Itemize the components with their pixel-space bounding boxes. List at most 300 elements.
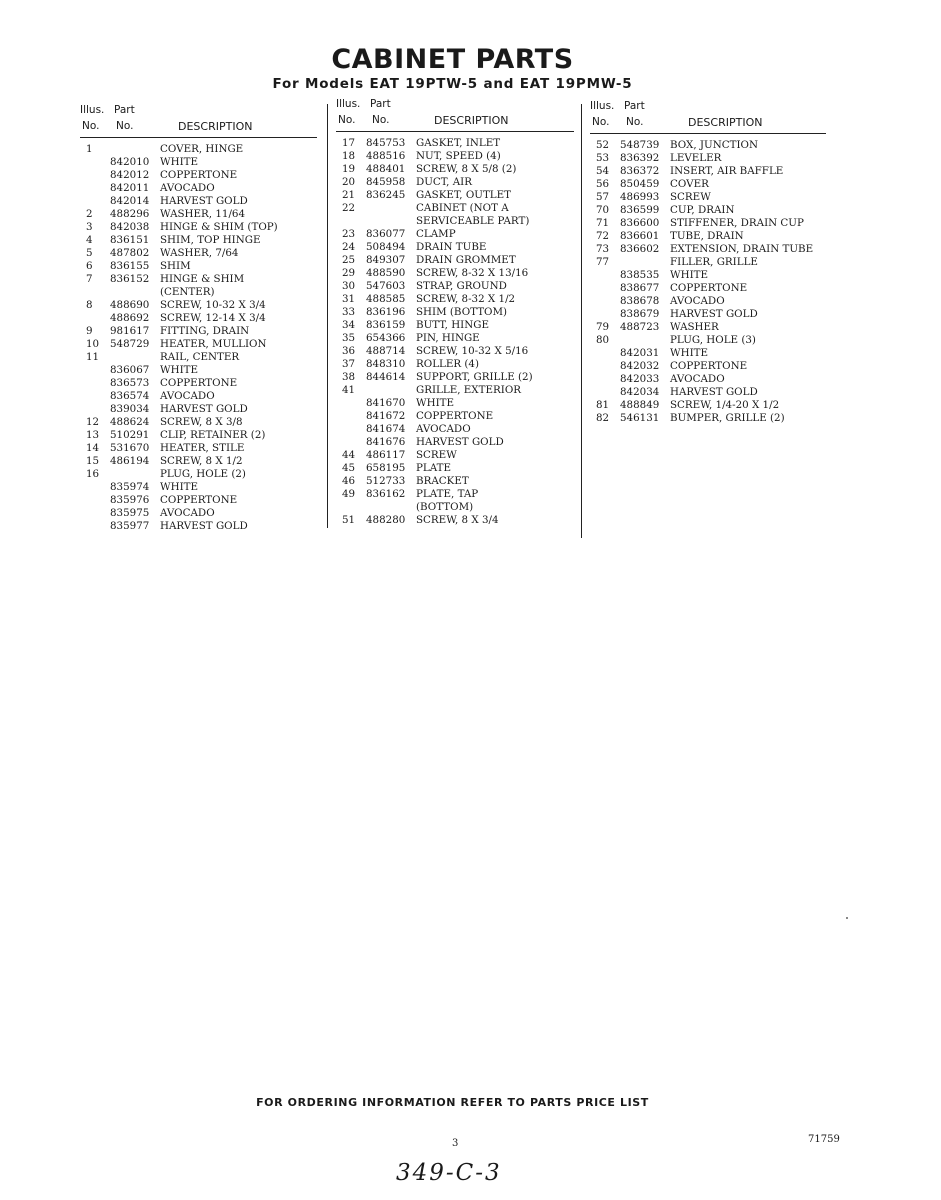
part-description: HARVEST GOLD bbox=[416, 436, 504, 448]
part-description: COPPERTONE bbox=[670, 282, 748, 294]
column-header bbox=[336, 98, 574, 128]
column-header bbox=[590, 100, 826, 130]
part-number: 835976 bbox=[110, 494, 150, 506]
illus-number: 73 bbox=[596, 243, 610, 255]
part-description: SERVICEABLE PART) bbox=[416, 215, 530, 227]
part-row bbox=[590, 152, 826, 165]
part-description: CLAMP bbox=[416, 228, 456, 240]
part-row bbox=[590, 178, 826, 191]
column-header bbox=[80, 104, 317, 134]
part-number: 838679 bbox=[620, 308, 660, 320]
part-description: WHITE bbox=[670, 347, 709, 359]
scan-speck bbox=[846, 917, 848, 919]
header-illus: Illus. bbox=[336, 98, 361, 110]
part-row bbox=[80, 338, 317, 351]
part-row bbox=[80, 247, 317, 260]
part-number: 488692 bbox=[110, 312, 150, 324]
part-description: HARVEST GOLD bbox=[670, 386, 758, 398]
part-row bbox=[590, 204, 826, 217]
part-row bbox=[336, 345, 574, 358]
illus-number: 33 bbox=[342, 306, 356, 318]
part-number: 546131 bbox=[620, 412, 660, 424]
part-number: 842012 bbox=[110, 169, 150, 181]
part-row bbox=[590, 386, 826, 399]
illus-number: 23 bbox=[342, 228, 356, 240]
part-row bbox=[80, 182, 317, 195]
part-description: SCREW, 8 X 3/8 bbox=[160, 416, 243, 428]
part-row bbox=[590, 256, 826, 269]
part-description: WHITE bbox=[160, 364, 199, 376]
part-row bbox=[336, 449, 574, 462]
illus-number: 4 bbox=[86, 234, 93, 246]
illus-number: 70 bbox=[596, 204, 610, 216]
part-number: 836067 bbox=[110, 364, 150, 376]
part-description: SCREW bbox=[416, 449, 457, 461]
part-row bbox=[336, 189, 574, 202]
part-number: 486194 bbox=[110, 455, 150, 467]
part-number: 841676 bbox=[366, 436, 406, 448]
part-number: 841670 bbox=[366, 397, 406, 409]
part-description: PLUG, HOLE (2) bbox=[160, 468, 246, 480]
illus-number: 1 bbox=[86, 143, 93, 155]
part-description: WHITE bbox=[670, 269, 709, 281]
part-number: 842038 bbox=[110, 221, 150, 233]
part-row bbox=[590, 139, 826, 152]
part-description: SCREW, 12-14 X 3/4 bbox=[160, 312, 266, 324]
part-number: 836151 bbox=[110, 234, 150, 246]
part-number: 845753 bbox=[366, 137, 406, 149]
part-number: 836159 bbox=[366, 319, 406, 331]
part-row bbox=[336, 410, 574, 423]
part-number: 531670 bbox=[110, 442, 150, 454]
part-description: SCREW bbox=[670, 191, 711, 203]
illus-number: 7 bbox=[86, 273, 93, 285]
parts-column-2 bbox=[336, 98, 574, 527]
illus-number: 19 bbox=[342, 163, 356, 175]
part-row bbox=[336, 267, 574, 280]
part-description: SCREW, 8-32 X 13/16 bbox=[416, 267, 529, 279]
illus-number: 51 bbox=[342, 514, 356, 526]
illus-number: 10 bbox=[86, 338, 100, 350]
part-row bbox=[590, 243, 826, 256]
parts-list bbox=[80, 143, 317, 533]
part-row bbox=[336, 163, 574, 176]
header-rule bbox=[80, 137, 317, 138]
part-description: HARVEST GOLD bbox=[160, 195, 248, 207]
illus-number: 80 bbox=[596, 334, 610, 346]
part-row bbox=[336, 488, 574, 501]
header-part-no: No. bbox=[116, 120, 134, 132]
part-row bbox=[336, 176, 574, 189]
part-row bbox=[80, 208, 317, 221]
part-number: 548729 bbox=[110, 338, 150, 350]
part-description: WHITE bbox=[416, 397, 455, 409]
part-description: INSERT, AIR BAFFLE bbox=[670, 165, 784, 177]
part-row bbox=[336, 462, 574, 475]
part-description: TUBE, DRAIN bbox=[670, 230, 744, 242]
part-number: 836077 bbox=[366, 228, 406, 240]
part-row bbox=[336, 384, 574, 397]
part-row bbox=[590, 230, 826, 243]
part-row bbox=[80, 273, 317, 286]
part-description: HEATER, STILE bbox=[160, 442, 245, 454]
part-number: 488516 bbox=[366, 150, 406, 162]
illus-number: 54 bbox=[596, 165, 610, 177]
part-row bbox=[590, 334, 826, 347]
part-number: 836599 bbox=[620, 204, 660, 216]
illus-number: 35 bbox=[342, 332, 356, 344]
part-description: ROLLER (4) bbox=[416, 358, 479, 370]
illus-number: 44 bbox=[342, 449, 356, 461]
part-number: 488849 bbox=[620, 399, 660, 411]
part-number: 488590 bbox=[366, 267, 406, 279]
part-row bbox=[80, 416, 317, 429]
part-row bbox=[80, 455, 317, 468]
part-number: 849307 bbox=[366, 254, 406, 266]
header-part-no: No. bbox=[372, 114, 390, 126]
part-number: 508494 bbox=[366, 241, 406, 253]
part-description: DRAIN TUBE bbox=[416, 241, 487, 253]
illus-number: 30 bbox=[342, 280, 356, 292]
header-part: Part bbox=[624, 100, 645, 112]
part-description: WASHER bbox=[670, 321, 719, 333]
part-description: CLIP, RETAINER (2) bbox=[160, 429, 266, 441]
part-description: BOX, JUNCTION bbox=[670, 139, 758, 151]
part-description: BRACKET bbox=[416, 475, 469, 487]
part-description: GRILLE, EXTERIOR bbox=[416, 384, 522, 396]
part-number: 842033 bbox=[620, 373, 660, 385]
part-number: 842034 bbox=[620, 386, 660, 398]
part-row bbox=[336, 423, 574, 436]
part-row bbox=[80, 494, 317, 507]
part-row bbox=[336, 228, 574, 241]
part-row bbox=[80, 260, 317, 273]
part-row bbox=[336, 306, 574, 319]
part-number: 836573 bbox=[110, 377, 150, 389]
part-row bbox=[590, 165, 826, 178]
part-row bbox=[336, 436, 574, 449]
part-row bbox=[590, 360, 826, 373]
part-row bbox=[80, 520, 317, 533]
header-part: Part bbox=[114, 104, 135, 116]
part-row bbox=[590, 412, 826, 425]
part-number: 654366 bbox=[366, 332, 406, 344]
parts-list bbox=[336, 137, 574, 527]
header-description: DESCRIPTION bbox=[434, 114, 509, 127]
part-row bbox=[80, 195, 317, 208]
header-part: Part bbox=[370, 98, 391, 110]
part-description: AVOCADO bbox=[160, 390, 215, 402]
illus-number: 15 bbox=[86, 455, 100, 467]
part-row bbox=[336, 514, 574, 527]
part-number: 487802 bbox=[110, 247, 150, 259]
part-number: 836245 bbox=[366, 189, 406, 201]
part-row bbox=[590, 399, 826, 412]
column-divider bbox=[327, 104, 328, 528]
part-description: SCREW, 8 X 3/4 bbox=[416, 514, 499, 526]
part-description: HINGE & SHIM bbox=[160, 273, 245, 285]
header-illus: Illus. bbox=[590, 100, 615, 112]
part-number: 836196 bbox=[366, 306, 406, 318]
part-description: HINGE & SHIM (TOP) bbox=[160, 221, 278, 233]
parts-column-1 bbox=[80, 104, 317, 533]
illus-number: 18 bbox=[342, 150, 356, 162]
part-description: PIN, HINGE bbox=[416, 332, 480, 344]
part-row bbox=[336, 254, 574, 267]
illus-number: 8 bbox=[86, 299, 93, 311]
part-description: COPPERTONE bbox=[416, 410, 494, 422]
illus-number: 29 bbox=[342, 267, 356, 279]
illus-number: 38 bbox=[342, 371, 356, 383]
part-description: FILLER, GRILLE bbox=[670, 256, 758, 268]
illus-number: 2 bbox=[86, 208, 93, 220]
header-description: DESCRIPTION bbox=[688, 116, 763, 129]
part-number: 835974 bbox=[110, 481, 150, 493]
illus-number: 45 bbox=[342, 462, 356, 474]
part-row bbox=[590, 295, 826, 308]
illus-number: 16 bbox=[86, 468, 100, 480]
part-number: 548739 bbox=[620, 139, 660, 151]
part-number: 836162 bbox=[366, 488, 406, 500]
header-rule bbox=[590, 133, 826, 134]
part-description: WHITE bbox=[160, 156, 199, 168]
header-part-no: No. bbox=[626, 116, 644, 128]
part-description: COPPERTONE bbox=[160, 169, 238, 181]
part-row bbox=[80, 468, 317, 481]
part-row bbox=[336, 150, 574, 163]
illus-number: 71 bbox=[596, 217, 610, 229]
part-number: 486993 bbox=[620, 191, 660, 203]
part-description: COPPERTONE bbox=[160, 377, 238, 389]
illus-number: 77 bbox=[596, 256, 610, 268]
part-number: 841674 bbox=[366, 423, 406, 435]
part-row bbox=[80, 221, 317, 234]
illus-number: 37 bbox=[342, 358, 356, 370]
part-number: 848310 bbox=[366, 358, 406, 370]
header-illus-no: No. bbox=[592, 116, 610, 128]
part-number: 842014 bbox=[110, 195, 150, 207]
part-description: HARVEST GOLD bbox=[160, 403, 248, 415]
part-row bbox=[80, 364, 317, 377]
part-number: 488585 bbox=[366, 293, 406, 305]
part-row bbox=[336, 319, 574, 332]
parts-list bbox=[590, 139, 826, 425]
part-row bbox=[80, 507, 317, 520]
part-number: 488280 bbox=[366, 514, 406, 526]
header-illus-no: No. bbox=[338, 114, 356, 126]
part-description: COVER bbox=[670, 178, 709, 190]
part-row bbox=[80, 377, 317, 390]
part-row bbox=[336, 371, 574, 384]
part-row bbox=[80, 234, 317, 247]
document-number: 71759 bbox=[808, 1134, 840, 1145]
illus-number: 82 bbox=[596, 412, 610, 424]
part-description: SCREW, 8 X 1/2 bbox=[160, 455, 243, 467]
part-description: SCREW, 8-32 X 1/2 bbox=[416, 293, 516, 305]
part-row bbox=[80, 390, 317, 403]
part-description: WASHER, 11/64 bbox=[160, 208, 246, 220]
part-number: 836155 bbox=[110, 260, 150, 272]
part-row bbox=[336, 280, 574, 293]
part-description: AVOCADO bbox=[160, 507, 215, 519]
part-number: 488723 bbox=[620, 321, 660, 333]
part-description: COPPERTONE bbox=[670, 360, 748, 372]
part-number: 838677 bbox=[620, 282, 660, 294]
part-row bbox=[80, 403, 317, 416]
part-row bbox=[590, 269, 826, 282]
part-row bbox=[336, 293, 574, 306]
part-number: 486117 bbox=[366, 449, 406, 461]
part-number: 850459 bbox=[620, 178, 660, 190]
part-description: AVOCADO bbox=[670, 373, 725, 385]
illus-number: 81 bbox=[596, 399, 610, 411]
part-description: RAIL, CENTER bbox=[160, 351, 240, 363]
part-number: 488690 bbox=[110, 299, 150, 311]
part-number: 836152 bbox=[110, 273, 150, 285]
illus-number: 13 bbox=[86, 429, 100, 441]
part-number: 839034 bbox=[110, 403, 150, 415]
part-description: COPPERTONE bbox=[160, 494, 238, 506]
part-row bbox=[590, 308, 826, 321]
part-row bbox=[336, 215, 574, 228]
illus-number: 21 bbox=[342, 189, 356, 201]
part-number: 842031 bbox=[620, 347, 660, 359]
part-description: PLUG, HOLE (3) bbox=[670, 334, 756, 346]
part-description: BUTT, HINGE bbox=[416, 319, 490, 331]
part-description: EXTENSION, DRAIN TUBE bbox=[670, 243, 814, 255]
part-description: DUCT, AIR bbox=[416, 176, 472, 188]
part-row bbox=[80, 169, 317, 182]
illus-number: 3 bbox=[86, 221, 93, 233]
part-description: AVOCADO bbox=[160, 182, 215, 194]
part-description: STRAP, GROUND bbox=[416, 280, 507, 292]
part-number: 835977 bbox=[110, 520, 150, 532]
page-title: CABINET PARTS bbox=[331, 44, 574, 75]
part-number: 836601 bbox=[620, 230, 660, 242]
part-number: 845958 bbox=[366, 176, 406, 188]
part-description: NUT, SPEED (4) bbox=[416, 150, 501, 162]
illus-number: 52 bbox=[596, 139, 610, 151]
part-row bbox=[590, 282, 826, 295]
part-description: HARVEST GOLD bbox=[160, 520, 248, 532]
part-description: SCREW, 8 X 5/8 (2) bbox=[416, 163, 517, 175]
part-row bbox=[590, 321, 826, 334]
part-description: CABINET (NOT A bbox=[416, 202, 509, 214]
part-row bbox=[80, 429, 317, 442]
part-row bbox=[590, 347, 826, 360]
part-description: FITTING, DRAIN bbox=[160, 325, 250, 337]
part-description: (CENTER) bbox=[160, 286, 215, 298]
illus-number: 25 bbox=[342, 254, 356, 266]
illus-number: 6 bbox=[86, 260, 93, 272]
illus-number: 36 bbox=[342, 345, 356, 357]
illus-number: 11 bbox=[86, 351, 100, 363]
part-description: AVOCADO bbox=[670, 295, 725, 307]
part-number: 841672 bbox=[366, 410, 406, 422]
part-row bbox=[80, 286, 317, 299]
part-description: PLATE, TAP bbox=[416, 488, 479, 500]
part-row bbox=[80, 442, 317, 455]
header-description: DESCRIPTION bbox=[178, 120, 253, 133]
part-description: GASKET, INLET bbox=[416, 137, 501, 149]
part-description: SCREW, 1/4-20 X 1/2 bbox=[670, 399, 780, 411]
illus-number: 31 bbox=[342, 293, 356, 305]
part-row bbox=[590, 191, 826, 204]
illus-number: 49 bbox=[342, 488, 356, 500]
part-row bbox=[80, 312, 317, 325]
part-row bbox=[336, 358, 574, 371]
part-row bbox=[336, 202, 574, 215]
header-illus: Illus. bbox=[80, 104, 105, 116]
part-description: WASHER, 7/64 bbox=[160, 247, 239, 259]
illus-number: 5 bbox=[86, 247, 93, 259]
part-row bbox=[336, 241, 574, 254]
handwritten-note: 349-C-3 bbox=[396, 1160, 502, 1186]
part-description: SCREW, 10-32 X 5/16 bbox=[416, 345, 529, 357]
part-number: 658195 bbox=[366, 462, 406, 474]
part-row bbox=[336, 137, 574, 150]
illus-number: 56 bbox=[596, 178, 610, 190]
part-number: 844614 bbox=[366, 371, 406, 383]
part-description: SUPPORT, GRILLE (2) bbox=[416, 371, 533, 383]
illus-number: 41 bbox=[342, 384, 356, 396]
part-number: 838535 bbox=[620, 269, 660, 281]
part-row bbox=[80, 299, 317, 312]
part-number: 836574 bbox=[110, 390, 150, 402]
part-description: LEVELER bbox=[670, 152, 722, 164]
illus-number: 14 bbox=[86, 442, 100, 454]
illus-number: 22 bbox=[342, 202, 356, 214]
illus-number: 34 bbox=[342, 319, 356, 331]
page-number: 3 bbox=[452, 1138, 459, 1149]
part-number: 836600 bbox=[620, 217, 660, 229]
part-number: 835975 bbox=[110, 507, 150, 519]
illus-number: 17 bbox=[342, 137, 356, 149]
part-description: SHIM, TOP HINGE bbox=[160, 234, 261, 246]
part-row bbox=[80, 325, 317, 338]
part-number: 842011 bbox=[110, 182, 150, 194]
part-description: HEATER, MULLION bbox=[160, 338, 267, 350]
part-description: DRAIN GROMMET bbox=[416, 254, 516, 266]
parts-column-3 bbox=[590, 100, 826, 425]
part-row bbox=[590, 217, 826, 230]
illus-number: 53 bbox=[596, 152, 610, 164]
part-number: 836372 bbox=[620, 165, 660, 177]
illus-number: 46 bbox=[342, 475, 356, 487]
part-row bbox=[336, 501, 574, 514]
header-rule bbox=[336, 131, 574, 132]
part-number: 488296 bbox=[110, 208, 150, 220]
part-row bbox=[336, 397, 574, 410]
illus-number: 79 bbox=[596, 321, 610, 333]
part-number: 842032 bbox=[620, 360, 660, 372]
part-row bbox=[80, 351, 317, 364]
part-row bbox=[80, 481, 317, 494]
part-description: AVOCADO bbox=[416, 423, 471, 435]
column-divider bbox=[581, 104, 582, 538]
illus-number: 20 bbox=[342, 176, 356, 188]
part-description: PLATE bbox=[416, 462, 452, 474]
illus-number: 24 bbox=[342, 241, 356, 253]
illus-number: 72 bbox=[596, 230, 610, 242]
part-number: 510291 bbox=[110, 429, 150, 441]
part-row bbox=[590, 373, 826, 386]
part-number: 981617 bbox=[110, 325, 150, 337]
part-row bbox=[336, 332, 574, 345]
part-description: CUP, DRAIN bbox=[670, 204, 735, 216]
illus-number: 12 bbox=[86, 416, 100, 428]
part-number: 547603 bbox=[366, 280, 406, 292]
